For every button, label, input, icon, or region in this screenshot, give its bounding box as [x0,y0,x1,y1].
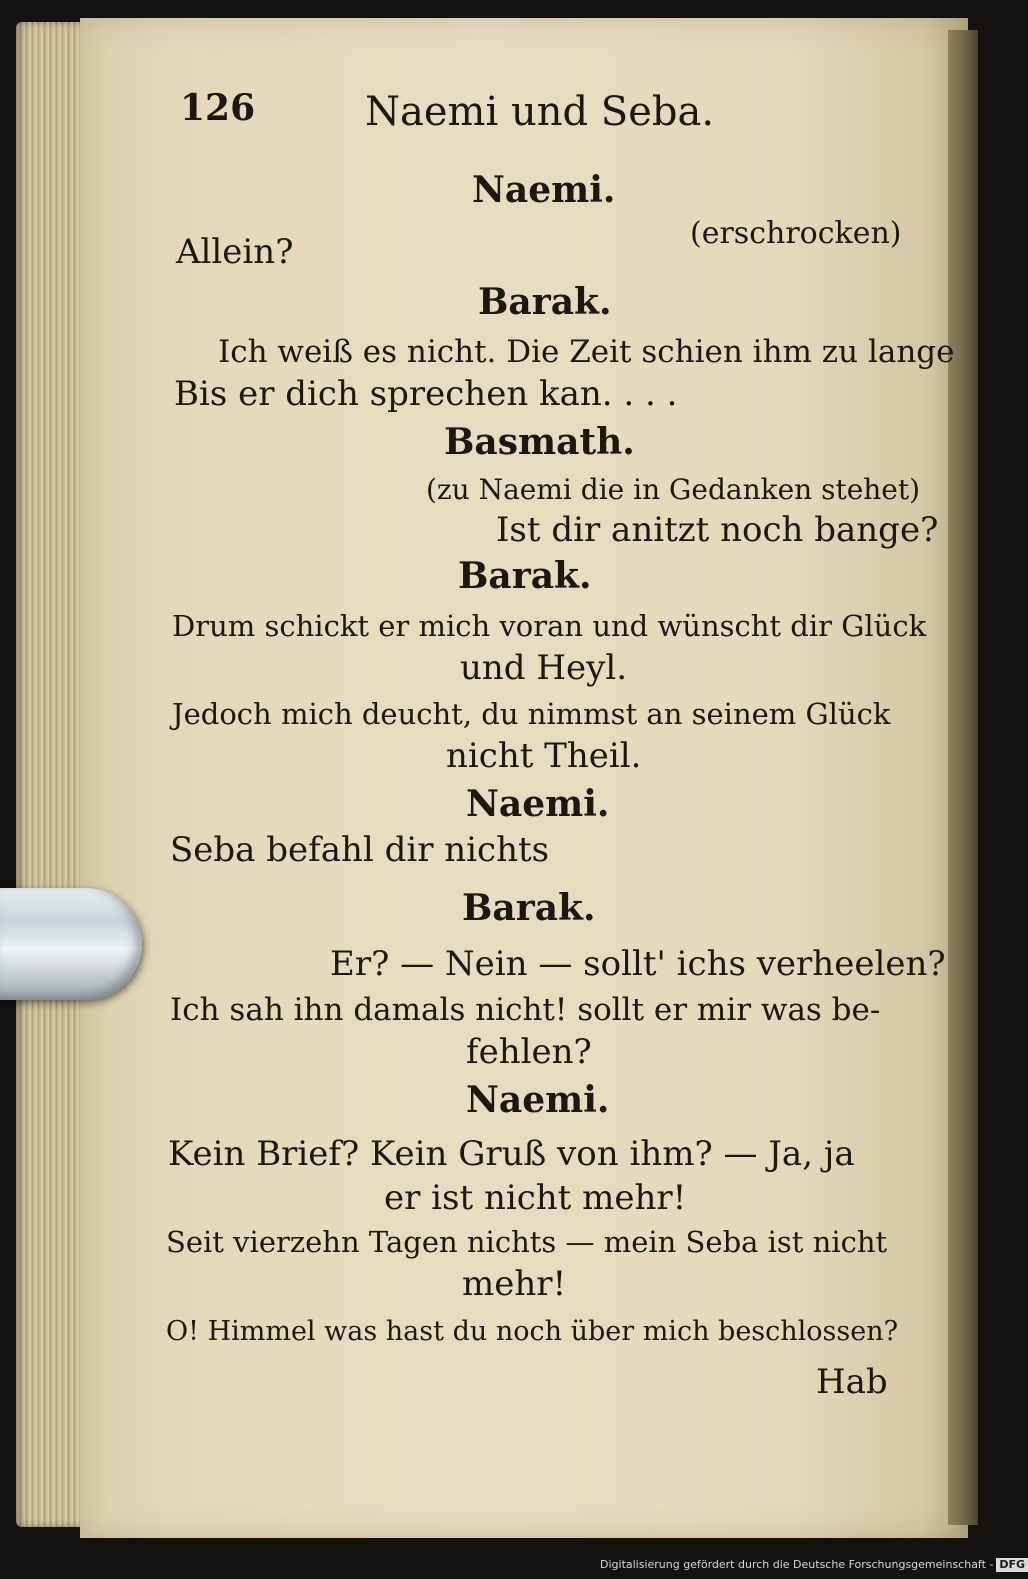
speaker-name: Barak. [458,555,592,597]
verse-line: Bis er dich sprechen kan. . . . [174,374,678,414]
verse-line: er ist nicht mehr! [384,1178,687,1218]
speaker-name: Barak. [462,887,596,929]
speaker-name: Barak. [478,281,612,323]
verse-line: Er? — Nein — sollt' ichs verheelen? [330,944,946,984]
verse-line: mehr! [462,1264,567,1304]
verse-line: Seit vierzehn Tagen nichts — mein Seba ist nicht [166,1225,888,1259]
verse-line: Ich weiß es nicht. Die Zeit schien ihm zu lange [218,334,955,370]
verse-line: Ist dir anitzt noch bange? [496,510,939,550]
page-number: 126 [180,87,256,129]
verse-line: und Heyl. [460,648,628,688]
verse-line: O! Himmel was hast du noch über mich beschlossen? [166,1316,899,1347]
stage-direction: (zu Naemi die in Gedanken stehet) [426,473,921,506]
catchword: Hab [816,1362,888,1402]
verse-line: Ich sah ihn damals nicht! sollt er mir was be- [170,992,881,1028]
verse-line: Drum schickt er mich voran und wünscht dir Glück [172,609,927,643]
verse-line: Kein Brief? Kein Gruß von ihm? — Ja, ja [168,1134,855,1174]
running-title: Naemi und Seba. [365,89,715,135]
verse-line: Jedoch mich deucht, du nimmst an seinem Glück [172,697,891,731]
speaker-name: Naemi. [466,1079,610,1121]
digitization-footer [600,1556,1026,1574]
dfg-logo: DFG [996,1558,1028,1572]
verse-line: fehlen? [466,1032,592,1072]
verse-line: Seba befahl dir nichts [170,830,550,870]
footer-text: Digitalisierung gefördert durch die Deutsche Forschungsgemeinschaft - [600,1558,994,1571]
speaker-name: Basmath. [444,421,635,463]
verse-line: nicht Theil. [446,736,642,776]
stage-direction: (erschrocken) [690,216,902,251]
speaker-name: Naemi. [472,169,616,211]
verse-line: Allein? [176,232,294,272]
speaker-name: Naemi. [466,783,610,825]
